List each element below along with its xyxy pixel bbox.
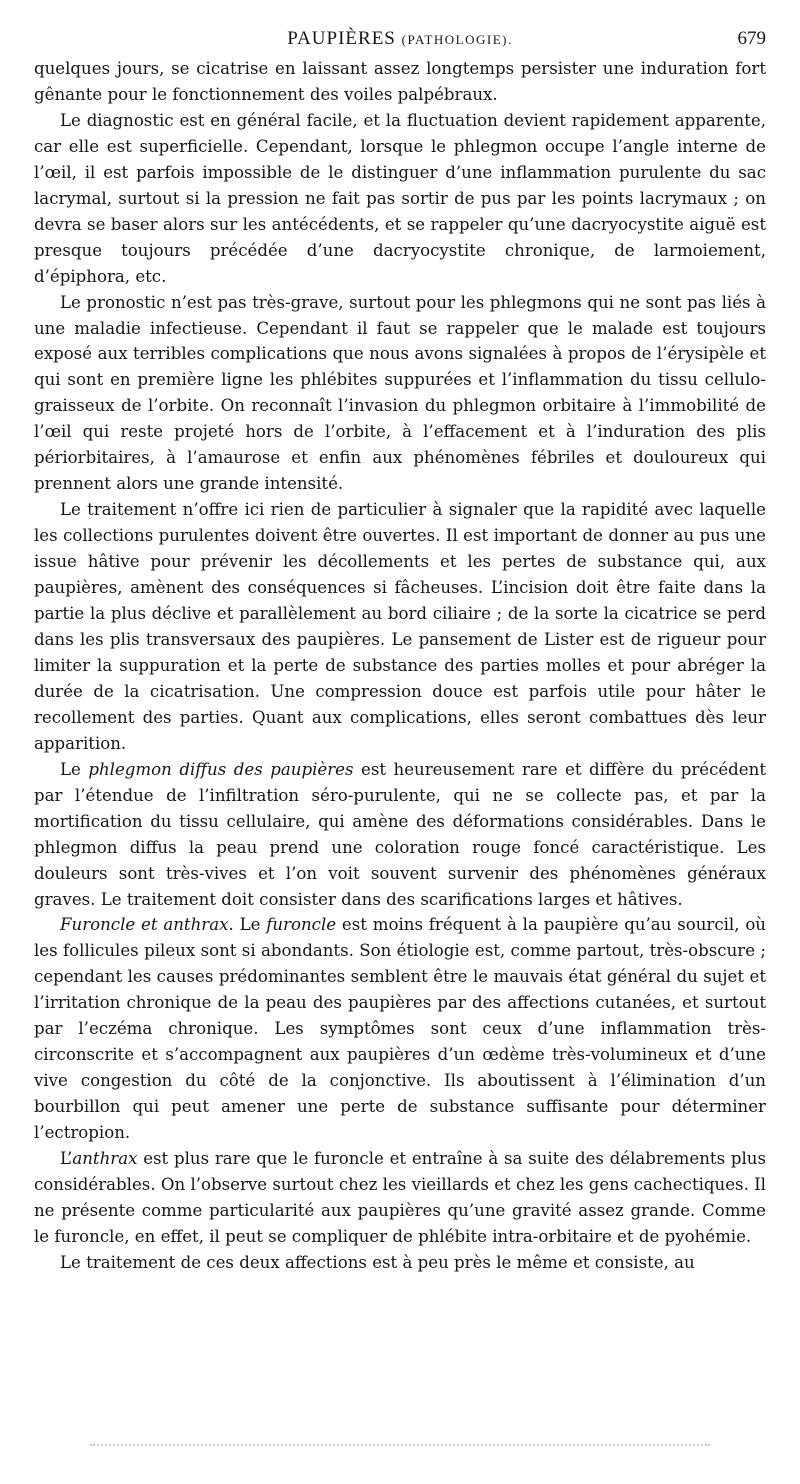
- paragraph-continuation: [34, 56, 766, 108]
- paragraph-pronostic: [34, 290, 766, 498]
- paragraph-mid: Le: [233, 915, 267, 935]
- paragraph-text: quelques jours, se cicatrise en laissant assez longtemps persister une induration fort gênante pour le fonctionnement des voiles palpébraux.: [34, 59, 766, 104]
- paragraph-furoncle: [34, 912, 766, 1146]
- paragraph-text: Le traitement n’offre ici rien de particulier à signaler que la rapidité avec laquelle les collections purulentes doivent être ouvertes. Il est important de donner au pus une issue hâtive pour prévenir les décollements et les pertes de substance qui, aux paupières, amènent des conséquences si fâcheuses. L’incision doit être faite dans la partie la plus déclive et parallèlement au bord ciliaire ; de la sorte la cicatrice se perd dans les plis transversaux des paupières. Le pansement de Lister est de rigueur pour limiter la suppuration et la perte de substance des parties molles et pour abréger la durée de la cicatrisation. Une compression douce est parfois utile pour hâter le recollement des parties. Quant aux complications, elles seront combattues dès leur apparition.: [34, 500, 766, 753]
- paragraph-lead: L’: [60, 1149, 73, 1169]
- running-title-main: PAUPIÈRES: [287, 28, 396, 49]
- paragraph-traitement: [34, 497, 766, 757]
- running-title-sub: (PATHOLOGIE).: [401, 32, 513, 47]
- paragraph-text: est moins fréquent à la paupière qu’au sourcil, où les follicules pileux sont si abondants. Son étiologie est, comme partout, très-obscure ; cependant les causes prédominantes semblent être le mauvais état général du sujet et l’irritation chronique de la peau des paupières par des affections cutanées, et surtout par l’eczéma chronique. Les symptômes sont ceux d’une inflammation très-circonscrite et s’accompagnent aux paupières d’un œdème très-volumineux et d’une vive congestion du côté de la conjonctive. Ils aboutissent à l’élimination d’un bourbillon qui peut amener une perte de substance suffisante pour déterminer l’ectropion.: [34, 915, 766, 1143]
- page-bottom-dots: [90, 1444, 710, 1448]
- paragraph-phlegmon-diffus: [34, 757, 766, 913]
- document-page: [34, 28, 766, 1276]
- paragraph-text: est plus rare que le furoncle et entraîne à sa suite des délabrements plus considérables. On l’observe surtout chez les vieillards et chez les gens cachectiques. Il ne présente comme particularité aux paupières qu’une gravité assez grande. Comme le furoncle, en effet, il peut se compliquer de phlébite intra-orbitaire et de pyohémie.: [34, 1149, 766, 1246]
- paragraph-traitement-final: [34, 1250, 766, 1276]
- paragraph-anthrax: [34, 1146, 766, 1250]
- paragraph-text: Le traitement de ces deux affections est à peu près le même et consiste, au: [60, 1252, 695, 1272]
- paragraph-lead: Le: [60, 759, 89, 779]
- paragraph-italic-term: anthrax: [72, 1149, 138, 1169]
- page-number: 679: [737, 28, 766, 49]
- paragraph-text: Le pronostic n’est pas très-grave, surtout pour les phlegmons qui ne sont pas liés à une maladie infectieuse. Cependant il faut se rappeler que le malade est toujours exposé aux terribles complications que nous avons signalées à propos de l’érysipèle et qui sont en première ligne les phlébites suppurées et l’inflammation du tissu cellulo-graisseux de l’orbite. On reconnaît l’invasion du phlegmon orbitaire à l’immobilité de l’œil qui reste projeté hors de l’orbite, à l’effacement et à l’induration des plis périorbitaires, à l’amaurose et enfin aux phénomènes fébriles et douloureux qui prennent alors une grande intensité.: [34, 292, 766, 494]
- paragraph-italic-term: phlegmon diffus des paupières: [88, 759, 354, 779]
- body-text: [34, 56, 766, 1276]
- paragraph-diagnostic: [34, 108, 766, 290]
- section-heading: Furoncle et anthrax.: [60, 915, 234, 935]
- running-title: [34, 28, 766, 50]
- paragraph-text: Le diagnostic est en général facile, et la fluctuation devient rapidement apparente, car elle est superficielle. Cependant, lorsque le phlegmon occupe l’angle interne de l’œil, il est parfois impossible de le distinguer d’une inflammation purulente du sac lacrymal, surtout si la pression ne fait pas sortir de pus par les points lacrymaux ; on devra se baser alors sur les antécédents, et se rappeler qu’une dacryocystite aiguë est presque toujours précédée d’une dacryocystite chronique, de larmoiement, d’épiphora, etc.: [34, 110, 766, 286]
- running-head: [34, 28, 766, 56]
- paragraph-italic-term: furoncle: [266, 915, 337, 935]
- paragraph-text: est heureusement rare et diffère du précédent par l’étendue de l’infiltration séro-purulente, qui ne se collecte pas, et par la mortification du tissu cellulaire, qui amène des déformations considérables. Dans le phlegmon diffus la peau prend une coloration rouge foncé caractéristique. Les douleurs sont très-vives et l’on voit souvent survenir des phénomènes généraux graves. Le traitement doit consister dans des scarifications larges et hâtives.: [34, 759, 766, 909]
